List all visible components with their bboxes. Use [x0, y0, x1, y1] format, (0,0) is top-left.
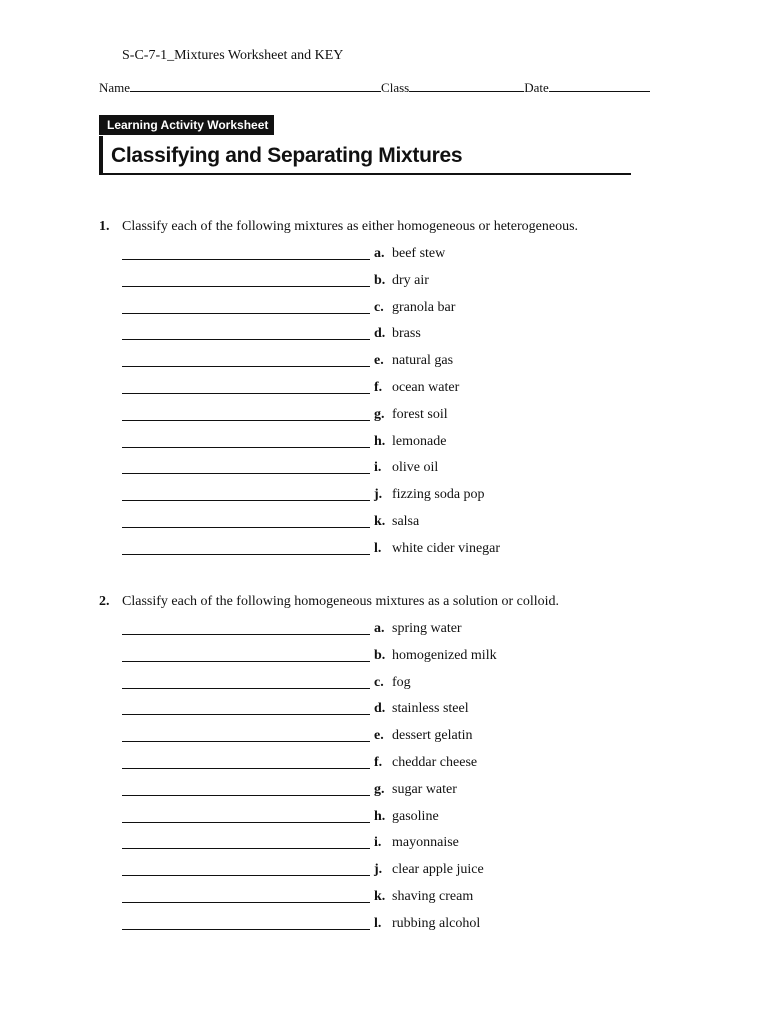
item-letter: i.	[374, 835, 382, 850]
item-letter: j.	[374, 862, 383, 877]
item-text: granola bar	[392, 300, 456, 315]
item-letter: h.	[374, 434, 386, 449]
item-text: shaving cream	[392, 889, 474, 904]
item-text: spring water	[392, 621, 462, 636]
answer-blank[interactable]	[122, 902, 370, 903]
title-box	[99, 136, 631, 175]
item-text: cheddar cheese	[392, 755, 478, 770]
answer-blank[interactable]	[122, 286, 370, 287]
date-blank[interactable]	[549, 80, 650, 92]
item-text: stainless steel	[392, 701, 469, 716]
question-prompt: Classify each of the following homogeneous mixtures as a solution or colloid.	[122, 594, 560, 609]
item-letter: d.	[374, 701, 386, 716]
answer-blank[interactable]	[122, 447, 370, 448]
page-title: Classifying and Separating Mixtures	[111, 144, 463, 167]
item-letter: c.	[374, 675, 384, 690]
item-text: fizzing soda pop	[392, 487, 485, 502]
answer-blank[interactable]	[122, 393, 370, 394]
item-letter: e.	[374, 728, 384, 743]
item-letter: l.	[374, 916, 382, 931]
item-text: sugar water	[392, 782, 457, 797]
item-letter: k.	[374, 889, 386, 904]
answer-blank[interactable]	[122, 714, 370, 715]
answer-blank[interactable]	[122, 527, 370, 528]
item-text: ocean water	[392, 380, 460, 395]
answer-blank[interactable]	[122, 366, 370, 367]
item-letter: a.	[374, 246, 385, 261]
name-blank[interactable]	[130, 80, 381, 92]
item-letter: j.	[374, 487, 383, 502]
answer-blank[interactable]	[122, 473, 370, 474]
class-label: Class	[381, 80, 410, 95]
question-number: 1.	[99, 219, 110, 234]
name-label: Name	[99, 80, 131, 95]
item-text: lemonade	[392, 434, 447, 449]
answer-blank[interactable]	[122, 634, 370, 635]
answer-blank[interactable]	[122, 554, 370, 555]
item-letter: d.	[374, 326, 386, 341]
item-text: dry air	[392, 273, 429, 288]
student-info-row	[99, 80, 650, 96]
item-letter: g.	[374, 407, 385, 422]
item-letter: i.	[374, 460, 382, 475]
answer-blank[interactable]	[122, 875, 370, 876]
item-text: gasoline	[392, 809, 439, 824]
document-id: S-C-7-1_Mixtures Worksheet and KEY	[122, 48, 344, 63]
answer-blank[interactable]	[122, 795, 370, 796]
item-text: olive oil	[392, 460, 439, 475]
answer-blank[interactable]	[122, 741, 370, 742]
item-text: white cider vinegar	[392, 541, 501, 556]
item-text: forest soil	[392, 407, 448, 422]
answer-blank[interactable]	[122, 313, 370, 314]
answer-blank[interactable]	[122, 500, 370, 501]
answer-blank[interactable]	[122, 929, 370, 930]
item-text: mayonnaise	[392, 835, 459, 850]
item-text: fog	[392, 675, 411, 690]
answer-blank[interactable]	[122, 339, 370, 340]
item-text: salsa	[392, 514, 420, 529]
worksheet-badge: Learning Activity Worksheet	[99, 115, 274, 135]
answer-blank[interactable]	[122, 822, 370, 823]
item-letter: f.	[374, 755, 383, 770]
item-text: rubbing alcohol	[392, 916, 481, 931]
answer-blank[interactable]	[122, 688, 370, 689]
item-letter: e.	[374, 353, 384, 368]
answer-blank[interactable]	[122, 768, 370, 769]
item-text: clear apple juice	[392, 862, 484, 877]
item-text: natural gas	[392, 353, 454, 368]
class-blank[interactable]	[409, 80, 524, 92]
item-letter: b.	[374, 273, 386, 288]
answer-blank[interactable]	[122, 259, 370, 260]
item-letter: b.	[374, 648, 386, 663]
answer-blank[interactable]	[122, 420, 370, 421]
item-letter: h.	[374, 809, 386, 824]
item-text: homogenized milk	[392, 648, 497, 663]
item-letter: c.	[374, 300, 384, 315]
item-text: beef stew	[392, 246, 446, 261]
item-text: dessert gelatin	[392, 728, 473, 743]
question-prompt: Classify each of the following mixtures as either homogeneous or heterogeneous.	[122, 219, 579, 234]
item-letter: k.	[374, 514, 386, 529]
date-label: Date	[524, 80, 549, 95]
item-letter: l.	[374, 541, 382, 556]
item-letter: g.	[374, 782, 385, 797]
item-text: brass	[392, 326, 421, 341]
answer-blank[interactable]	[122, 848, 370, 849]
item-letter: f.	[374, 380, 383, 395]
question-number: 2.	[99, 594, 110, 609]
item-letter: a.	[374, 621, 385, 636]
answer-blank[interactable]	[122, 661, 370, 662]
